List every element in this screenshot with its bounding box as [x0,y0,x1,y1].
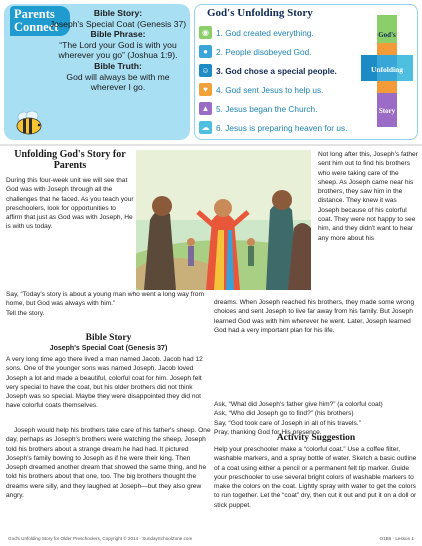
pray-line: Pray, thanking God for His presence. [214,428,322,436]
list-item [199,80,375,99]
list-item-label: 1. God created everything. [216,27,314,38]
list-item [199,118,375,137]
activity-body: Help your preschooler make a “colorful coat.” Use a coffee filter, washable markers, and a spray bottle of water. Sketch a basic outline of a coat using either a pencil or a permanent felt tip marker. Guide your preschooler to use several bright colors of washable markers to make the colors on the coat. Lightly spray with water to get the colors to run together. Let the “coat” dry, then cut it out and put it on a doll or stick puppet. [214,446,417,509]
bible-phrase-label: Bible Phrase: [90,29,146,40]
unfolding-story-list [199,23,375,137]
ask-question-1: Ask, “What did Joseph's father give him?” (a colorful coat) [214,401,383,408]
parents-connect-details [48,8,188,93]
header [0,0,422,142]
unfolding-story-box [194,4,418,140]
logo-word-gods: God's [378,31,396,39]
church-icon: ▲ [199,102,212,115]
unfolding-for-parents-body: During this four-week unit we will see that God was with Joseph through all the challenges that he faced. As you teach your preschoolers, look for opportunities to affirm that just as God was with Joseph, He is with us today. [6,177,134,231]
globe-icon: ◉ [199,26,212,39]
list-item-label: 3. God chose a special people. [216,65,337,76]
footer-copyright: God's Unfolding Story for Older Preschoolers, Copyright © 2014 · SundaySchoolZone.com [8,536,193,541]
list-item [199,99,375,118]
cloud-icon: ☁ [199,121,212,134]
say-tell-block [6,290,211,318]
list-item [199,61,375,80]
list-item-label: 2. People disobeyed God. [216,46,312,57]
bible-truth-value: God will always be with me wherever I go. [66,71,170,93]
logo-word-story: Story [378,107,396,115]
bible-truth-label: Bible Truth: [94,60,142,71]
people-icon: ☺ [199,64,212,77]
say-text: Say, “Today's story is about a young man who went a long way from home, but God was always with him.” [6,291,204,308]
list-item [199,42,375,61]
bible-story-value: Joseph's Special Coat (Genesis 37) [49,18,187,29]
story-continuation-narrow: Not long after this, Joseph's father sent him out to find his brothers who were taking care of the sheep. As Joseph came near his brothers, they saw him in the distance. They knew it was Joseph because of his colorful coat. They were not happy to see him, and they didn't want to hear any more about his [318,151,418,242]
activity-title: Activity Suggestion [276,433,356,443]
bible-story-label: Bible Story: [93,8,143,18]
bible-story-subtitle: Joseph's Special Coat (Genesis 37) [49,345,168,352]
ask-block [214,400,418,437]
footer [0,532,422,546]
bible-story-para-2: Joseph would help his brothers take care of his father's sheep. One day, perhaps as Joseph's brothers were watching the sheep, Joseph told his brothers about a strange dream he had had. It pictured Joseph's family bowing to Joseph as if he were their king. Then Joseph dreamed another dream that showed the same thing, and he told his brothers about that one, too. The big brothers thought the dreams were silly, and they laughed at Joseph—but they also grew angry. [6,427,211,500]
unfolding-story-logo [361,15,413,127]
unfolding-story-title: God's Unfolding Story [207,7,313,19]
bee-icon [12,110,46,136]
list-item [199,23,375,42]
story-continuation-wide: dreams. When Joseph reached his brothers, they made some wrong choices and sent Joseph to live far away from his family. But Joseph learned God was with him wherever he went. Later, Joseph learned God had a very important plan for his life. [214,299,415,334]
bible-phrase-value: “The Lord your God is with you wherever you go” (Joshua 1:9). [58,39,178,61]
logo-word-unfolding: Unfolding [370,65,404,74]
bible-story-title: Bible Story [85,333,132,343]
divider [0,144,422,146]
unfolding-for-parents-title: Unfolding God's Story for Parents [14,149,126,171]
footer-lesson: O1B5 · Lesson 1 [379,536,414,541]
list-item-label: 5. Jesus began the Church. [216,103,318,114]
parents-connect-title: Parents Connect [10,6,70,36]
ask-question-2: Ask, “Who did Joseph go to find?” (his brothers) [214,410,354,418]
tell-text: Tell the story. [6,309,45,317]
parents-connect-box [4,4,190,140]
list-item-label: 6. Jesus is preparing heaven for us. [216,122,348,133]
list-item-label: 4. God sent Jesus to help us. [216,84,324,95]
say-closing: Say, “God took care of Joseph in all of his travels.” [214,419,361,427]
heart-icon: ♥ [199,83,212,96]
fruit-icon: ● [199,45,212,58]
joseph-illustration [136,150,311,290]
bible-story-para-1: A very long time ago there lived a man named Jacob. Jacob had 12 sons. One of the younger sons was named Joseph. Jacob loved Joseph a lot and made a beautiful, colorful coat for him. Joseph felt very special to have the coat, but his older brothers did not think Joseph was so special. Maybe they were disappointed they did not have colorful coats themselves. [6,356,203,410]
